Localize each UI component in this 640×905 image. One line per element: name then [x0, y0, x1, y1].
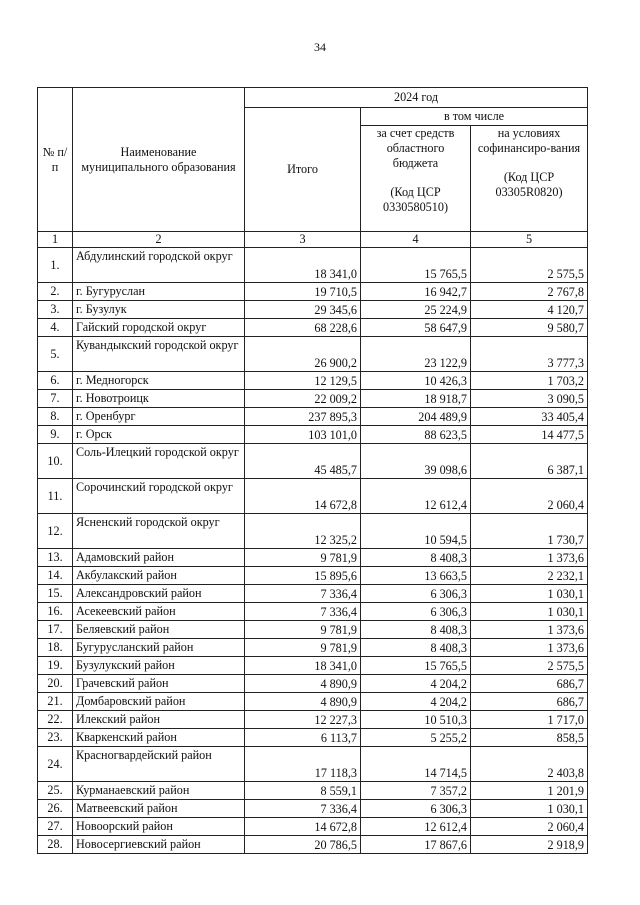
municipality-name: Илекский район [73, 711, 245, 729]
row-number: 24. [38, 747, 73, 782]
regional-budget-value: 4 204,2 [361, 693, 471, 711]
row-number: 12. [38, 514, 73, 549]
row-number: 8. [38, 408, 73, 426]
total-value: 68 228,6 [245, 319, 361, 337]
municipality-name: Абдулинский городской округ [73, 248, 245, 283]
total-value: 12 325,2 [245, 514, 361, 549]
row-number: 27. [38, 818, 73, 836]
total-value: 17 118,3 [245, 747, 361, 782]
regional-budget-value: 13 663,5 [361, 567, 471, 585]
col-header-number: № п/п [38, 88, 73, 232]
total-value: 19 710,5 [245, 283, 361, 301]
municipality-name: Кваркенский район [73, 729, 245, 747]
regional-budget-value: 10 426,3 [361, 372, 471, 390]
municipality-name: Беляевский район [73, 621, 245, 639]
cofinancing-value: 1 030,1 [471, 585, 588, 603]
table-row [38, 479, 588, 514]
municipality-name: г. Бугуруслан [73, 283, 245, 301]
table-row [38, 800, 588, 818]
table-row [38, 549, 588, 567]
cofinancing-value: 33 405,4 [471, 408, 588, 426]
row-number: 25. [38, 782, 73, 800]
municipality-name: Новоорский район [73, 818, 245, 836]
regional-budget-value: 14 714,5 [361, 747, 471, 782]
cofinancing-value: 2 918,9 [471, 836, 588, 854]
regional-budget-value: 58 647,9 [361, 319, 471, 337]
municipality-name: Сорочинский городской округ [73, 479, 245, 514]
total-value: 29 345,6 [245, 301, 361, 319]
page-number: 34 [314, 40, 326, 54]
cofinancing-value: 2 060,4 [471, 479, 588, 514]
column-number: 3 [245, 232, 361, 248]
table-row [38, 283, 588, 301]
regional-budget-value: 7 357,2 [361, 782, 471, 800]
municipality-name: Домбаровский район [73, 693, 245, 711]
col-header-cofinancing [471, 126, 588, 232]
cofinancing-value: 2 232,1 [471, 567, 588, 585]
row-number: 16. [38, 603, 73, 621]
cofinancing-value: 2 767,8 [471, 283, 588, 301]
table-row [38, 514, 588, 549]
cofinancing-value: 686,7 [471, 693, 588, 711]
municipality-name: г. Бузулук [73, 301, 245, 319]
row-number: 22. [38, 711, 73, 729]
table-row [38, 567, 588, 585]
cofinancing-value: 2 060,4 [471, 818, 588, 836]
total-value: 12 129,5 [245, 372, 361, 390]
municipality-name: Бузулукский район [73, 657, 245, 675]
regional-budget-value: 15 765,5 [361, 248, 471, 283]
regional-budget-value: 88 623,5 [361, 426, 471, 444]
cofinancing-value: 686,7 [471, 675, 588, 693]
regional-budget-value: 204 489,9 [361, 408, 471, 426]
row-number: 21. [38, 693, 73, 711]
regional-budget-value: 8 408,3 [361, 621, 471, 639]
regional-budget-value: 23 122,9 [361, 337, 471, 372]
municipality-name: г. Орск [73, 426, 245, 444]
table-row [38, 711, 588, 729]
cofinancing-value: 2 403,8 [471, 747, 588, 782]
total-value: 6 113,7 [245, 729, 361, 747]
total-value: 14 672,8 [245, 818, 361, 836]
cofinancing-value: 14 477,5 [471, 426, 588, 444]
row-number: 14. [38, 567, 73, 585]
municipality-name: г. Медногорск [73, 372, 245, 390]
cofinancing-value: 9 580,7 [471, 319, 588, 337]
cofinancing-value: 3 777,3 [471, 337, 588, 372]
row-number: 19. [38, 657, 73, 675]
cofinancing-value: 1 373,6 [471, 621, 588, 639]
row-number: 17. [38, 621, 73, 639]
table-row [38, 444, 588, 479]
regional-budget-value: 5 255,2 [361, 729, 471, 747]
regional-budget-value: 8 408,3 [361, 549, 471, 567]
municipality-name: Грачевский район [73, 675, 245, 693]
col-header-name: Наименование муниципального образования [73, 88, 245, 232]
regional-budget-value: 18 918,7 [361, 390, 471, 408]
row-number: 28. [38, 836, 73, 854]
table-row [38, 408, 588, 426]
municipality-name: Кувандыкский городской округ [73, 337, 245, 372]
municipality-name: Новосергиевский район [73, 836, 245, 854]
regional-budget-value: 8 408,3 [361, 639, 471, 657]
col-header-regional [361, 126, 471, 232]
total-value: 8 559,1 [245, 782, 361, 800]
cofinancing-value: 1 030,1 [471, 800, 588, 818]
total-value: 26 900,2 [245, 337, 361, 372]
total-value: 18 341,0 [245, 657, 361, 675]
table-row [38, 248, 588, 283]
regional-budget-value: 12 612,4 [361, 479, 471, 514]
table-row [38, 426, 588, 444]
municipality-name: Александровский район [73, 585, 245, 603]
total-value: 7 336,4 [245, 585, 361, 603]
cofinancing-value: 1 717,0 [471, 711, 588, 729]
cofin-label: на условиях софинансиро-вания [477, 126, 581, 155]
cofinancing-value: 2 575,5 [471, 657, 588, 675]
table-row [38, 337, 588, 372]
table-row [38, 818, 588, 836]
col-header-including: в том числе [361, 108, 588, 126]
column-number: 2 [73, 232, 245, 248]
column-number-row [38, 232, 588, 248]
municipality-name: Бугурусланский район [73, 639, 245, 657]
municipality-name: Красногвардейский район [73, 747, 245, 782]
row-number: 3. [38, 301, 73, 319]
cofinancing-value: 1 030,1 [471, 603, 588, 621]
regional-budget-value: 16 942,7 [361, 283, 471, 301]
col-header-year: 2024 год [245, 88, 588, 108]
regional-budget-value: 6 306,3 [361, 603, 471, 621]
total-value: 9 781,9 [245, 639, 361, 657]
municipality-name: Ясненский городской округ [73, 514, 245, 549]
table-row [38, 747, 588, 782]
row-number: 20. [38, 675, 73, 693]
regional-label: за счет средств областного бюджета [376, 126, 455, 170]
column-number: 1 [38, 232, 73, 248]
total-value: 18 341,0 [245, 248, 361, 283]
total-value: 20 786,5 [245, 836, 361, 854]
regional-budget-value: 10 510,3 [361, 711, 471, 729]
total-value: 12 227,3 [245, 711, 361, 729]
table-row [38, 621, 588, 639]
regional-budget-value: 12 612,4 [361, 818, 471, 836]
row-number: 2. [38, 283, 73, 301]
column-number: 4 [361, 232, 471, 248]
cofinancing-value: 858,5 [471, 729, 588, 747]
row-number: 18. [38, 639, 73, 657]
regional-budget-value: 4 204,2 [361, 675, 471, 693]
col-header-total: Итого [245, 108, 361, 232]
cofinancing-value: 1 703,2 [471, 372, 588, 390]
cofinancing-value: 6 387,1 [471, 444, 588, 479]
municipality-name: г. Оренбург [73, 408, 245, 426]
table-row [38, 301, 588, 319]
table-body [38, 248, 588, 854]
row-number: 26. [38, 800, 73, 818]
municipality-name: Матвеевский район [73, 800, 245, 818]
table-row [38, 782, 588, 800]
row-number: 10. [38, 444, 73, 479]
row-number: 1. [38, 248, 73, 283]
table-row [38, 836, 588, 854]
cofinancing-value: 1 730,7 [471, 514, 588, 549]
table-row [38, 639, 588, 657]
total-value: 237 895,3 [245, 408, 361, 426]
cofinancing-value: 1 201,9 [471, 782, 588, 800]
cofinancing-value: 2 575,5 [471, 248, 588, 283]
total-value: 7 336,4 [245, 800, 361, 818]
table-row [38, 693, 588, 711]
cofinancing-value: 4 120,7 [471, 301, 588, 319]
table-row [38, 675, 588, 693]
cofinancing-value: 1 373,6 [471, 639, 588, 657]
municipality-name: г. Новотроицк [73, 390, 245, 408]
total-value: 4 890,9 [245, 693, 361, 711]
regional-code: (Код ЦСР 0330580510) [383, 185, 448, 214]
regional-budget-value: 15 765,5 [361, 657, 471, 675]
funding-table [37, 87, 588, 854]
cofinancing-value: 3 090,5 [471, 390, 588, 408]
row-number: 23. [38, 729, 73, 747]
total-value: 14 672,8 [245, 479, 361, 514]
cofin-code: (Код ЦСР 03305R0820) [495, 170, 563, 199]
row-number: 13. [38, 549, 73, 567]
total-value: 4 890,9 [245, 675, 361, 693]
cofinancing-value: 1 373,6 [471, 549, 588, 567]
row-number: 15. [38, 585, 73, 603]
table-row [38, 585, 588, 603]
row-number: 5. [38, 337, 73, 372]
regional-budget-value: 17 867,6 [361, 836, 471, 854]
municipality-name: Акбулакский район [73, 567, 245, 585]
total-value: 45 485,7 [245, 444, 361, 479]
regional-budget-value: 39 098,6 [361, 444, 471, 479]
table-row [38, 729, 588, 747]
table-row [38, 603, 588, 621]
regional-budget-value: 25 224,9 [361, 301, 471, 319]
row-number: 6. [38, 372, 73, 390]
regional-budget-value: 6 306,3 [361, 800, 471, 818]
table-row [38, 390, 588, 408]
column-number: 5 [471, 232, 588, 248]
regional-budget-value: 6 306,3 [361, 585, 471, 603]
municipality-name: Гайский городской округ [73, 319, 245, 337]
municipality-name: Адамовский район [73, 549, 245, 567]
regional-budget-value: 10 594,5 [361, 514, 471, 549]
municipality-name: Соль-Илецкий городской округ [73, 444, 245, 479]
table-row [38, 319, 588, 337]
municipality-name: Асекеевский район [73, 603, 245, 621]
total-value: 9 781,9 [245, 621, 361, 639]
total-value: 7 336,4 [245, 603, 361, 621]
total-value: 103 101,0 [245, 426, 361, 444]
total-value: 15 895,6 [245, 567, 361, 585]
table-row [38, 657, 588, 675]
municipality-name: Курманаевский район [73, 782, 245, 800]
total-value: 9 781,9 [245, 549, 361, 567]
row-number: 11. [38, 479, 73, 514]
total-value: 22 009,2 [245, 390, 361, 408]
row-number: 7. [38, 390, 73, 408]
row-number: 9. [38, 426, 73, 444]
table-row [38, 372, 588, 390]
row-number: 4. [38, 319, 73, 337]
